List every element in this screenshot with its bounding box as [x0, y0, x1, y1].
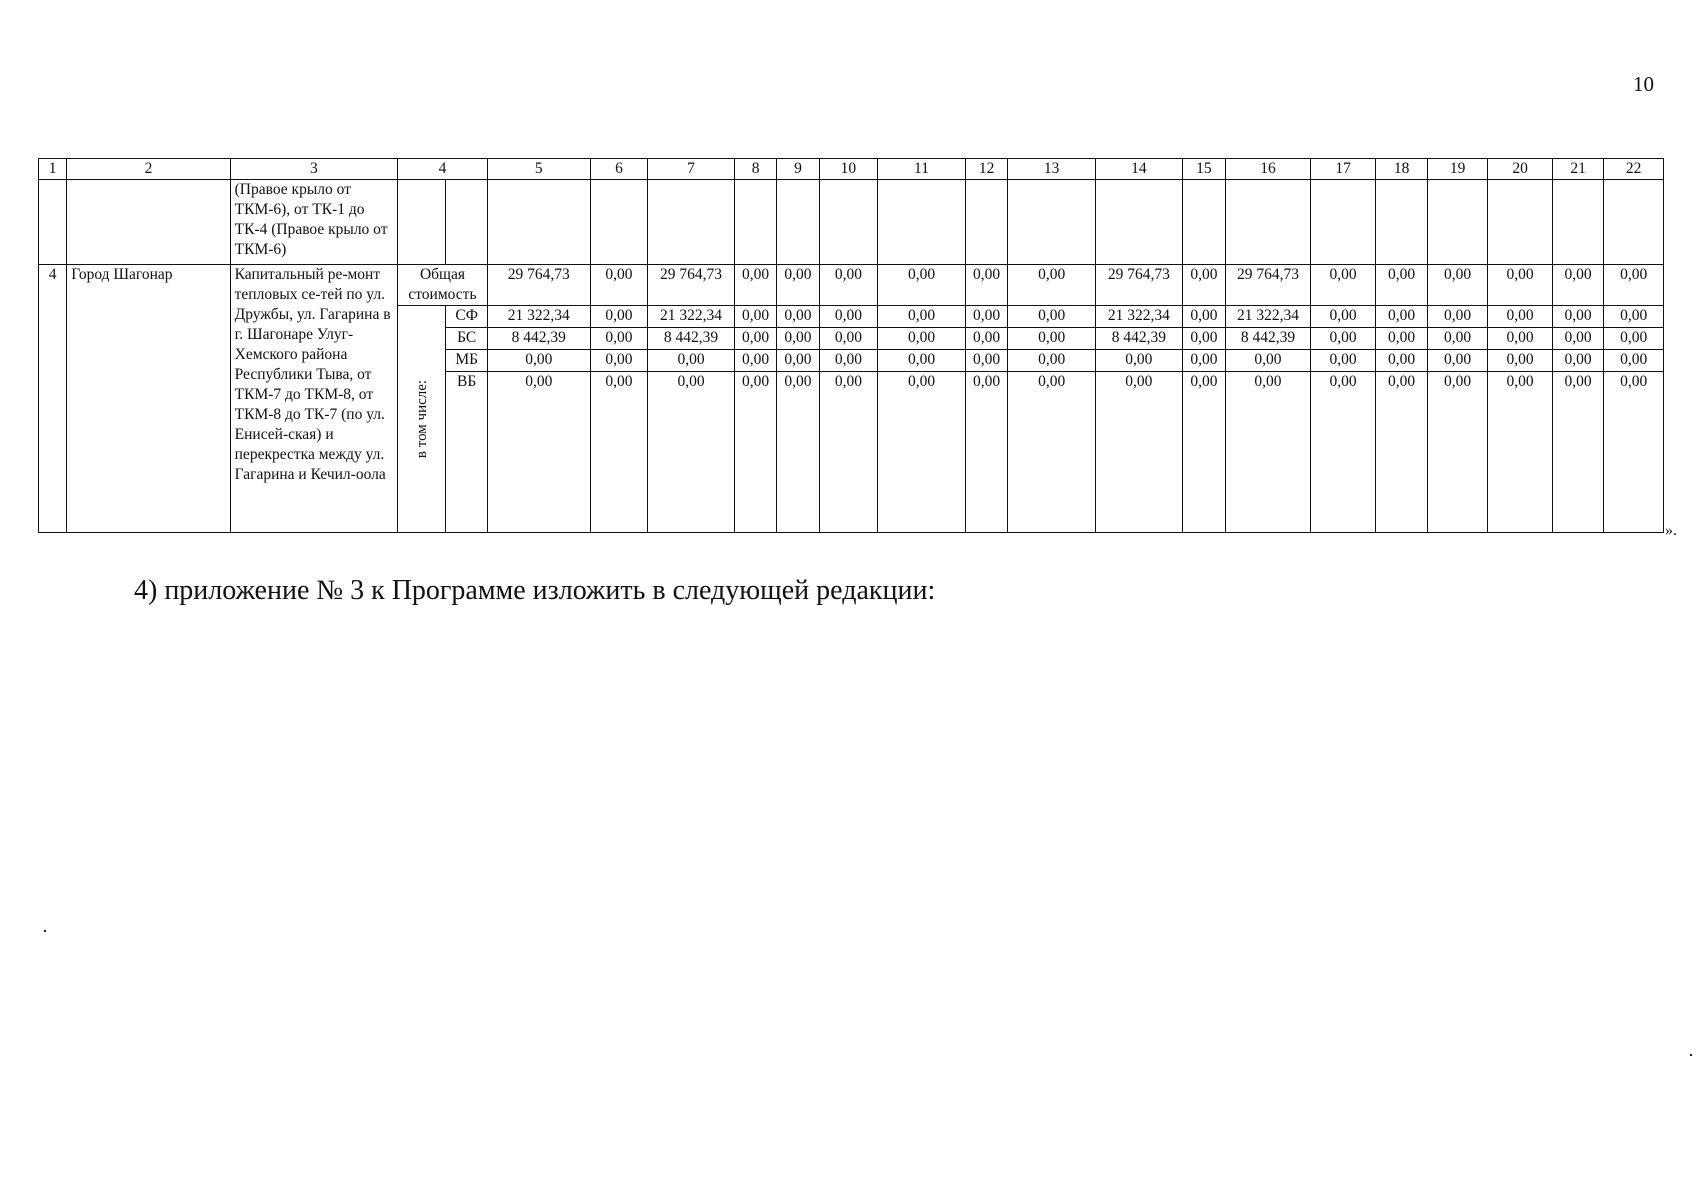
- source-value: 0,00: [1604, 328, 1664, 350]
- locality-name: Город Шагонар: [67, 265, 230, 533]
- source-value: 0,00: [648, 350, 735, 372]
- total-value: 0,00: [777, 265, 819, 306]
- total-value: 0,00: [1008, 265, 1096, 306]
- scan-speck: [1690, 1054, 1692, 1056]
- column-number-19: 19: [1427, 159, 1488, 180]
- total-value: 0,00: [1376, 265, 1427, 306]
- column-number-16: 16: [1226, 159, 1311, 180]
- instruction-paragraph: 4) приложение № 3 к Программе изложить в следующей редакции:: [134, 575, 936, 606]
- total-value: 0,00: [1427, 265, 1488, 306]
- value-cell: [777, 180, 819, 265]
- source-value: 0,00: [590, 306, 647, 328]
- page-number: 10: [1633, 72, 1654, 96]
- source-value: 0,00: [590, 350, 647, 372]
- source-value: 0,00: [777, 372, 819, 533]
- source-value: 8 442,39: [487, 328, 590, 350]
- source-value: 21 322,34: [648, 306, 735, 328]
- column-number-22: 22: [1604, 159, 1664, 180]
- source-value: 0,00: [777, 306, 819, 328]
- column-number-12: 12: [965, 159, 1007, 180]
- column-number-5: 5: [487, 159, 590, 180]
- source-value: 0,00: [1488, 372, 1553, 533]
- column-number-1: 1: [39, 159, 67, 180]
- funding-source-code: СФ: [446, 306, 487, 328]
- source-value: 0,00: [1182, 328, 1225, 350]
- total-value: 29 764,73: [1226, 265, 1311, 306]
- column-number-4: 4: [398, 159, 488, 180]
- funding-source-code: БС: [446, 328, 487, 350]
- source-value: 8 442,39: [1096, 328, 1183, 350]
- total-value: 0,00: [590, 265, 647, 306]
- source-value: 0,00: [1552, 306, 1603, 328]
- value-cell: [1226, 180, 1311, 265]
- value-cell: [819, 180, 878, 265]
- total-value: 29 764,73: [648, 265, 735, 306]
- funding-label-cell: [398, 180, 446, 265]
- source-value: 0,00: [965, 328, 1007, 350]
- column-number-10: 10: [819, 159, 878, 180]
- source-value: 0,00: [590, 372, 647, 533]
- source-value: 0,00: [1310, 306, 1376, 328]
- source-value: 0,00: [1008, 306, 1096, 328]
- source-value: 0,00: [734, 372, 776, 533]
- source-value: 0,00: [1310, 350, 1376, 372]
- source-value: 0,00: [734, 306, 776, 328]
- column-number-17: 17: [1310, 159, 1376, 180]
- source-value: 0,00: [1008, 328, 1096, 350]
- column-number-11: 11: [878, 159, 966, 180]
- value-cell: [590, 180, 647, 265]
- column-number-2: 2: [67, 159, 230, 180]
- source-value: 8 442,39: [648, 328, 735, 350]
- source-value: 0,00: [1604, 350, 1664, 372]
- source-value: 0,00: [1552, 328, 1603, 350]
- source-value: 0,00: [1310, 328, 1376, 350]
- value-cell: [1182, 180, 1225, 265]
- funding-code-cell: [446, 180, 487, 265]
- source-value: 0,00: [648, 372, 735, 533]
- row-number: 4: [39, 265, 67, 533]
- value-cell: [1604, 180, 1664, 265]
- source-value: 0,00: [965, 372, 1007, 533]
- source-value: 0,00: [1552, 372, 1603, 533]
- value-cell: [1488, 180, 1553, 265]
- source-value: 0,00: [878, 350, 966, 372]
- source-value: 0,00: [1488, 350, 1553, 372]
- source-value: 0,00: [1427, 372, 1488, 533]
- project-description: Капитальный ре-монт тепловых се-тей по ул. Дружбы, ул. Гагарина в г. Шагонаре Улуг-Хемского района Республики Тыва, от ТКМ-7 до ТКМ-8, от ТКМ-8 до ТК-7 (по ул. Енисей-ская) и перекрестка между ул. Гагарина и Кечил-оола: [230, 265, 397, 533]
- scan-speck: [44, 930, 46, 932]
- funding-source-code: МБ: [446, 350, 487, 372]
- source-value: 0,00: [819, 306, 878, 328]
- total-value: 0,00: [878, 265, 966, 306]
- source-value: 0,00: [1427, 350, 1488, 372]
- source-value: 0,00: [1427, 306, 1488, 328]
- value-cell: [1310, 180, 1376, 265]
- column-number-3: 3: [230, 159, 397, 180]
- budget-table: [38, 158, 1664, 533]
- total-value: 0,00: [965, 265, 1007, 306]
- source-value: 21 322,34: [1226, 306, 1311, 328]
- column-number-18: 18: [1376, 159, 1427, 180]
- value-cell: [1008, 180, 1096, 265]
- source-value: 0,00: [1226, 372, 1311, 533]
- value-cell: [1096, 180, 1183, 265]
- source-value: 0,00: [777, 350, 819, 372]
- source-value: 0,00: [777, 328, 819, 350]
- source-value: 0,00: [819, 372, 878, 533]
- column-number-20: 20: [1488, 159, 1553, 180]
- column-number-21: 21: [1552, 159, 1603, 180]
- source-value: 0,00: [965, 350, 1007, 372]
- funding-source-code: ВБ: [446, 372, 487, 533]
- value-cell: [878, 180, 966, 265]
- source-value: 0,00: [734, 350, 776, 372]
- total-value: 0,00: [1488, 265, 1553, 306]
- source-value: 0,00: [1488, 328, 1553, 350]
- value-cell: [648, 180, 735, 265]
- source-value: 0,00: [1427, 328, 1488, 350]
- source-value: 0,00: [1376, 328, 1427, 350]
- value-cell: [1427, 180, 1488, 265]
- source-value: 21 322,34: [487, 306, 590, 328]
- total-value: 29 764,73: [1096, 265, 1183, 306]
- source-value: 0,00: [1310, 372, 1376, 533]
- value-cell: [1552, 180, 1603, 265]
- source-value: 8 442,39: [1226, 328, 1311, 350]
- source-value: 21 322,34: [1096, 306, 1183, 328]
- source-value: 0,00: [1376, 306, 1427, 328]
- source-value: 0,00: [1008, 350, 1096, 372]
- source-value: 0,00: [1182, 350, 1225, 372]
- column-number-7: 7: [648, 159, 735, 180]
- value-cell: [487, 180, 590, 265]
- total-value: 0,00: [1604, 265, 1664, 306]
- locality-cell: [67, 180, 230, 265]
- total-value: 0,00: [1552, 265, 1603, 306]
- column-number-15: 15: [1182, 159, 1225, 180]
- total-value: 0,00: [1310, 265, 1376, 306]
- source-value: 0,00: [1376, 372, 1427, 533]
- source-value: 0,00: [1182, 306, 1225, 328]
- source-value: 0,00: [1488, 306, 1553, 328]
- source-value: 0,00: [878, 328, 966, 350]
- source-value: 0,00: [1008, 372, 1096, 533]
- source-value: 0,00: [819, 350, 878, 372]
- source-value: 0,00: [965, 306, 1007, 328]
- source-value: 0,00: [1604, 306, 1664, 328]
- source-value: 0,00: [1376, 350, 1427, 372]
- source-value: 0,00: [1604, 372, 1664, 533]
- value-cell: [734, 180, 776, 265]
- source-value: 0,00: [1096, 372, 1183, 533]
- source-value: 0,00: [1552, 350, 1603, 372]
- column-number-14: 14: [1096, 159, 1183, 180]
- total-value: 0,00: [1182, 265, 1225, 306]
- total-value: 0,00: [819, 265, 878, 306]
- source-value: 0,00: [590, 328, 647, 350]
- column-number-13: 13: [1008, 159, 1096, 180]
- total-cost-label: Общая стоимость: [398, 265, 488, 306]
- total-value: 29 764,73: [487, 265, 590, 306]
- source-value: 0,00: [1182, 372, 1225, 533]
- source-value: 0,00: [878, 372, 966, 533]
- total-value: 0,00: [734, 265, 776, 306]
- column-number-6: 6: [590, 159, 647, 180]
- continuation-description: (Правое крыло от ТКМ-6), от ТК-1 до ТК-4 (Правое крыло от ТКМ-6): [230, 180, 397, 265]
- source-value: 0,00: [878, 306, 966, 328]
- source-value: 0,00: [1096, 350, 1183, 372]
- source-value: 0,00: [734, 328, 776, 350]
- including-label-cell: [398, 306, 446, 533]
- source-value: 0,00: [819, 328, 878, 350]
- value-cell: [1376, 180, 1427, 265]
- closing-quote-mark: ».: [1665, 522, 1677, 539]
- source-value: 0,00: [487, 372, 590, 533]
- value-cell: [965, 180, 1007, 265]
- source-value: 0,00: [1226, 350, 1311, 372]
- including-label: в том числе:: [413, 379, 430, 459]
- row-number-cell: [39, 180, 67, 265]
- column-number-9: 9: [777, 159, 819, 180]
- column-number-8: 8: [734, 159, 776, 180]
- source-value: 0,00: [487, 350, 590, 372]
